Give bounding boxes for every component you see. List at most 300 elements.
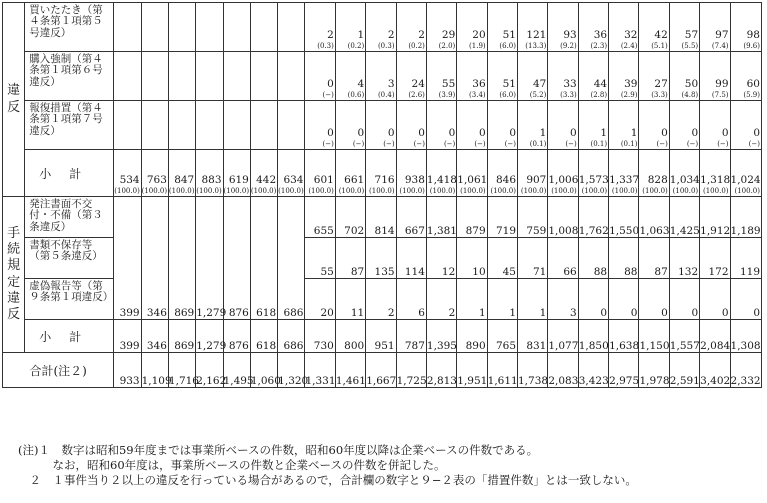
- percent: (2.0): [438, 42, 456, 50]
- value-cell: [578, 101, 608, 150]
- value: 0: [387, 127, 395, 139]
- row-label: 報復措置（第４条第１項第７号違反）: [25, 101, 114, 150]
- percent: (0.4): [377, 91, 395, 99]
- value: 1,762: [578, 225, 609, 237]
- value-cell: [518, 52, 548, 101]
- value-cell: [366, 197, 396, 238]
- value: 1,381: [426, 225, 457, 237]
- value-cell: [700, 52, 730, 101]
- value: 33: [563, 78, 577, 90]
- value-cell: [196, 320, 227, 353]
- value: 0: [570, 127, 577, 139]
- value: 36: [593, 29, 608, 41]
- percent: (100.0): [223, 187, 250, 195]
- value: 2,591: [669, 375, 700, 387]
- value: 45: [502, 266, 516, 278]
- value-cell: [196, 150, 223, 197]
- value-cell: [250, 52, 277, 101]
- value: 1: [478, 307, 486, 319]
- merged-value-cell: [114, 197, 141, 320]
- value-cell: [578, 3, 608, 52]
- value-cell: [548, 353, 578, 388]
- value-cell: [196, 52, 223, 101]
- percent: (100.0): [581, 187, 608, 195]
- value: 0: [600, 307, 608, 319]
- value-cell: [578, 279, 608, 320]
- value: 51: [502, 29, 516, 41]
- value-cell: [223, 353, 254, 388]
- value: 1,418: [426, 174, 457, 186]
- value-cell: [578, 320, 608, 353]
- value: 0: [327, 127, 334, 139]
- value: 1,024: [730, 174, 761, 186]
- value-cell: [669, 3, 699, 52]
- value: 759: [526, 225, 547, 237]
- value: 534: [119, 174, 140, 186]
- value-cell: [305, 52, 335, 101]
- value: 618: [256, 340, 277, 352]
- value: 1,308: [730, 340, 761, 352]
- value: 619: [228, 174, 249, 186]
- value: 601: [313, 174, 334, 186]
- value-cell: [609, 197, 639, 238]
- value: 1: [539, 127, 547, 139]
- value: 50: [684, 78, 699, 90]
- subtotal-label: 小計: [25, 150, 114, 197]
- merged-value-cell: [168, 197, 195, 320]
- value: 876: [228, 307, 249, 319]
- value-cell: [609, 101, 639, 150]
- value-cell: [639, 197, 669, 238]
- section-label-procedural: 手続規定違反: [3, 197, 25, 353]
- value: 1,189: [730, 225, 761, 237]
- value-cell: [114, 52, 141, 101]
- statistics-table: [2, 2, 762, 388]
- value-cell: [457, 320, 487, 353]
- value: 2: [387, 307, 395, 319]
- merged-value-cell: [223, 197, 250, 320]
- value: 814: [374, 225, 395, 237]
- value: 24: [411, 78, 425, 90]
- percent: (100.0): [250, 187, 277, 195]
- value-cell: [141, 3, 168, 52]
- value-cell: [305, 3, 335, 52]
- value-cell: [196, 101, 223, 150]
- value: 1,320: [278, 375, 309, 387]
- value: 60: [746, 78, 760, 90]
- value: 655: [313, 225, 334, 237]
- value: 57: [684, 29, 699, 41]
- value: 1,912: [700, 225, 731, 237]
- value: 0: [630, 307, 638, 319]
- value-cell: [223, 52, 250, 101]
- value: 2: [387, 29, 395, 41]
- value: 2,813: [426, 375, 457, 387]
- percent: (100.0): [642, 187, 668, 195]
- value: 0: [478, 127, 486, 139]
- value: 0: [721, 127, 729, 139]
- percent: (100.0): [672, 187, 699, 195]
- percent: (7.5): [711, 91, 729, 99]
- percent: (100.0): [141, 187, 168, 195]
- value: 20: [472, 29, 486, 41]
- value: 442: [256, 174, 277, 186]
- value: 3,423: [578, 375, 609, 387]
- value: 87: [654, 266, 668, 278]
- value-cell: [487, 150, 517, 197]
- value-cell: [578, 238, 608, 279]
- value-cell: [548, 3, 578, 52]
- value-cell: [278, 353, 309, 388]
- value: 2,975: [609, 375, 640, 387]
- value: 20: [320, 307, 334, 319]
- value: 121: [526, 29, 547, 41]
- value-cell: [487, 279, 517, 320]
- value-cell: [141, 353, 172, 388]
- value: 634: [283, 174, 304, 186]
- percent: (3.3): [651, 91, 668, 99]
- value-cell: [396, 353, 426, 388]
- value: 172: [708, 266, 729, 278]
- value-cell: [366, 279, 396, 320]
- value-cell: [366, 52, 396, 101]
- value: 55: [441, 78, 456, 90]
- value-cell: [457, 3, 487, 52]
- value: 1,077: [548, 340, 579, 352]
- value: 3: [570, 307, 577, 319]
- value: 667: [404, 225, 425, 237]
- value-cell: [114, 353, 141, 388]
- value: 0: [691, 127, 699, 139]
- value: 39: [624, 78, 638, 90]
- value-cell: [223, 3, 250, 52]
- value: 44: [593, 78, 608, 90]
- value: 879: [465, 225, 486, 237]
- value: 1,395: [426, 340, 457, 352]
- value-cell: [305, 279, 335, 320]
- value-cell: [518, 238, 548, 279]
- value: 686: [283, 307, 304, 319]
- value-cell: [639, 52, 669, 101]
- value-cell: [426, 52, 456, 101]
- value: 1,034: [669, 174, 700, 186]
- row-label: 購入強制（第４条第１項第６号違反）: [25, 52, 114, 101]
- value: 1,951: [457, 375, 488, 387]
- value: 0: [448, 127, 456, 139]
- value-cell: [700, 320, 730, 353]
- value-cell: [426, 101, 456, 150]
- value: 869: [174, 307, 195, 319]
- value-cell: [366, 3, 396, 52]
- percent: (7.4): [711, 42, 729, 50]
- value: 2,083: [548, 375, 579, 387]
- value: 1,725: [396, 375, 427, 387]
- value: 0: [509, 127, 516, 139]
- value-cell: [278, 150, 305, 197]
- value: 1,109: [141, 375, 172, 387]
- percent: (100.0): [168, 187, 195, 195]
- value-cell: [396, 52, 426, 101]
- value-cell: [457, 353, 487, 388]
- value-cell: [426, 238, 456, 279]
- value-cell: [730, 197, 761, 238]
- value: 828: [647, 174, 668, 186]
- row-label: 書類不保存等（第５条違反）: [25, 238, 114, 279]
- footnote-2: ２ １事件当り２以上の違反を行っている場合があるので，合計欄の数字と９−２表の「措置件数」とは一致しない。: [18, 473, 637, 487]
- percent: (3.4): [469, 91, 486, 99]
- percent: (1.9): [469, 42, 486, 50]
- value-cell: [730, 3, 761, 52]
- percent: (0.1): [620, 140, 638, 148]
- value-cell: [278, 3, 305, 52]
- value-cell: [278, 320, 305, 353]
- value-cell: [639, 320, 669, 353]
- value: 99: [715, 78, 729, 90]
- value: 1,850: [578, 340, 609, 352]
- value-cell: [609, 279, 639, 320]
- percent: (−): [322, 140, 334, 148]
- value-cell: [335, 101, 365, 150]
- percent: (5.2): [529, 91, 547, 99]
- row-label: 発注書面不交付・不備（第３条違反）: [25, 197, 114, 238]
- value-cell: [609, 238, 639, 279]
- value-cell: [114, 3, 141, 52]
- value: 1: [509, 307, 516, 319]
- value: 876: [228, 340, 249, 352]
- value-cell: [196, 3, 223, 52]
- percent: (9.6): [743, 42, 760, 50]
- value-cell: [168, 101, 195, 150]
- value-cell: [518, 320, 548, 353]
- value-cell: [518, 353, 548, 388]
- value: 661: [344, 174, 365, 186]
- value: 32: [624, 29, 638, 41]
- value-cell: [669, 353, 699, 388]
- value-cell: [700, 279, 730, 320]
- percent: (5.9): [743, 91, 760, 99]
- percent: (3.3): [560, 91, 577, 99]
- value-cell: [700, 238, 730, 279]
- value-cell: [366, 101, 396, 150]
- percent: (−): [443, 140, 456, 148]
- value: 0: [721, 307, 729, 319]
- value-cell: [396, 150, 426, 197]
- value-cell: [305, 238, 335, 279]
- value: 0: [661, 127, 668, 139]
- value-cell: [305, 101, 335, 150]
- value-cell: [426, 197, 456, 238]
- value-cell: [518, 101, 548, 150]
- value-cell: [196, 353, 227, 388]
- value-cell: [305, 353, 335, 388]
- value: 36: [472, 78, 486, 90]
- value: 1,150: [639, 340, 670, 352]
- value-cell: [487, 3, 517, 52]
- percent: (100.0): [611, 187, 638, 195]
- percent: (100.0): [399, 187, 425, 195]
- value-cell: [669, 320, 699, 353]
- value: 719: [495, 225, 516, 237]
- percent: (−): [686, 140, 699, 148]
- value: 0: [661, 307, 668, 319]
- value: 88: [624, 266, 638, 278]
- footnotes: [18, 443, 763, 488]
- percent: (2.8): [590, 91, 608, 99]
- percent: (−): [413, 140, 425, 148]
- value-cell: [250, 320, 277, 353]
- value-cell: [639, 3, 669, 52]
- value-cell: [366, 238, 396, 279]
- value-cell: [335, 3, 365, 52]
- value-cell: [396, 197, 426, 238]
- value: 846: [495, 174, 516, 186]
- value: 42: [654, 29, 668, 41]
- value-cell: [669, 52, 699, 101]
- value-cell: [700, 3, 730, 52]
- merged-value-cell: [196, 197, 227, 320]
- value-cell: [730, 320, 761, 353]
- value: 1,279: [196, 307, 227, 319]
- value-cell: [487, 353, 517, 388]
- percent: (100.0): [460, 187, 486, 195]
- value-cell: [548, 279, 578, 320]
- value-cell: [487, 101, 517, 150]
- value-cell: [578, 52, 608, 101]
- value-cell: [335, 52, 365, 101]
- value-cell: [396, 279, 426, 320]
- value: 1,063: [639, 225, 670, 237]
- percent: (4.8): [681, 91, 699, 99]
- value: 346: [146, 340, 167, 352]
- value-cell: [548, 320, 578, 353]
- value-cell: [168, 52, 195, 101]
- value: 1: [357, 29, 365, 41]
- value: 686: [283, 340, 304, 352]
- value-cell: [457, 101, 487, 150]
- percent: (100.0): [338, 187, 365, 195]
- value: 1,331: [305, 375, 336, 387]
- percent: (2.4): [620, 42, 638, 50]
- percent: (100.0): [308, 187, 334, 195]
- value-cell: [250, 150, 277, 197]
- value: 11: [350, 307, 365, 319]
- value: 10: [472, 266, 486, 278]
- value-cell: [366, 150, 396, 197]
- violation-row: [3, 52, 762, 101]
- value: 1,061: [457, 174, 488, 186]
- value: 730: [313, 340, 334, 352]
- value: 93: [563, 29, 577, 41]
- value: 618: [256, 307, 277, 319]
- value-cell: [223, 150, 250, 197]
- value-cell: [609, 150, 639, 197]
- value: 0: [753, 127, 760, 139]
- value-cell: [639, 150, 669, 197]
- percent: (−): [383, 140, 395, 148]
- value: 2: [327, 29, 334, 41]
- percent: (−): [322, 91, 334, 99]
- value: 27: [654, 78, 668, 90]
- footnote-1: (注)１ 数字は昭和59年度までは事業所ベースの件数，昭和60年度以降は企業ベースの件数である。: [18, 443, 539, 457]
- value: 1,006: [548, 174, 579, 186]
- value-cell: [366, 353, 396, 388]
- value-cell: [548, 52, 578, 101]
- section-label-substantive: 違反: [3, 3, 25, 197]
- value: 12: [441, 266, 456, 278]
- value: 399: [119, 307, 140, 319]
- value-cell: [457, 238, 487, 279]
- value: 800: [344, 340, 365, 352]
- percent: (100.0): [703, 187, 729, 195]
- percent: (2.9): [620, 91, 638, 99]
- value-cell: [700, 101, 730, 150]
- value-cell: [487, 52, 517, 101]
- value: 1: [600, 127, 608, 139]
- value: 135: [374, 266, 395, 278]
- value-cell: [426, 150, 456, 197]
- value-cell: [518, 3, 548, 52]
- value: 847: [174, 174, 195, 186]
- value: 938: [404, 174, 425, 186]
- value-cell: [396, 3, 426, 52]
- value: 1,611: [487, 375, 518, 387]
- value-cell: [669, 279, 699, 320]
- value: 1,978: [639, 375, 670, 387]
- value-cell: [141, 101, 168, 150]
- value-cell: [578, 353, 608, 388]
- value-cell: [141, 150, 168, 197]
- value-cell: [114, 320, 141, 353]
- value-cell: [426, 3, 456, 52]
- value-cell: [335, 238, 365, 279]
- value: 716: [374, 174, 395, 186]
- value-cell: [669, 197, 699, 238]
- percent: (5.5): [681, 42, 699, 50]
- percent: (5.1): [651, 42, 668, 50]
- value-cell: [548, 238, 578, 279]
- value-cell: [639, 101, 669, 150]
- value-cell: [609, 3, 639, 52]
- value-cell: [426, 353, 456, 388]
- value: 132: [678, 266, 699, 278]
- value: 29: [441, 29, 456, 41]
- value-cell: [578, 150, 608, 197]
- value-cell: [396, 238, 426, 279]
- value-cell: [114, 101, 141, 150]
- percent: (6.0): [499, 91, 516, 99]
- value-cell: [669, 101, 699, 150]
- percent: (2.3): [590, 42, 608, 50]
- value: 47: [532, 78, 547, 90]
- total-label: 合計(注２): [3, 353, 114, 388]
- value-cell: [426, 279, 456, 320]
- value: 831: [526, 340, 547, 352]
- value: 1,060: [250, 375, 281, 387]
- value: 1,318: [700, 174, 731, 186]
- value-cell: [141, 320, 168, 353]
- value-cell: [518, 279, 548, 320]
- value: 87: [350, 266, 365, 278]
- value-cell: [548, 150, 578, 197]
- percent: (0.2): [347, 42, 365, 50]
- total-row: [3, 353, 762, 388]
- footnote-1-cont: なお，昭和60年度は，事業所ベースの件数と企業ベースの件数を併記した。: [18, 458, 446, 472]
- value: 4: [357, 78, 365, 90]
- value-cell: [223, 320, 250, 353]
- value-cell: [278, 52, 305, 101]
- value-cell: [396, 320, 426, 353]
- value-cell: [639, 279, 669, 320]
